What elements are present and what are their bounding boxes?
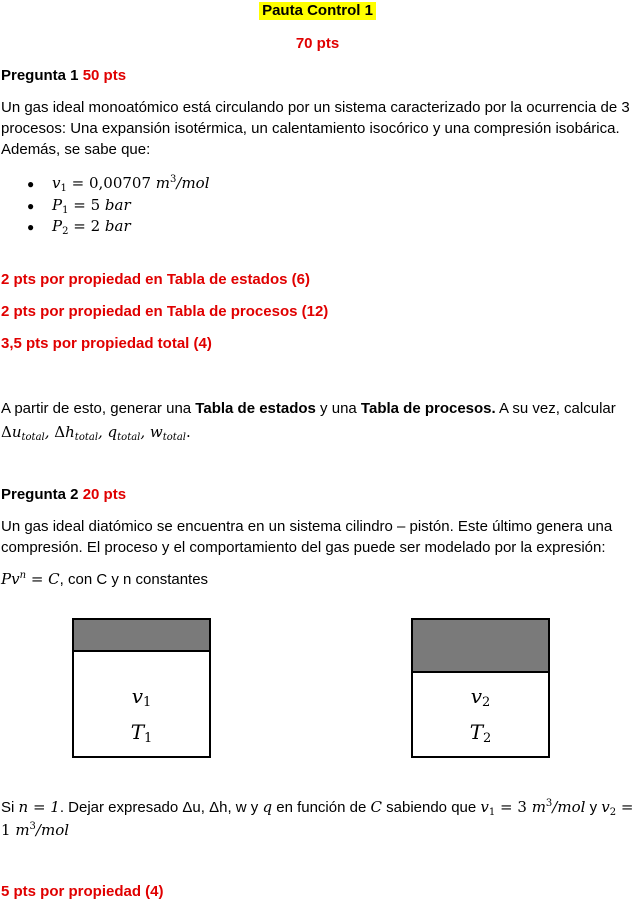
cylinder-temperature-label: $T_1$ xyxy=(130,720,153,746)
q1-statement: Un gas ideal monoatómico está circulando por un sistema caracterizado por la ocurrencia de 3 procesos: Una expansión isotérmica, un calentamiento isocórico y una compresión isobárica. Además, se sabe que: xyxy=(1,99,630,158)
q2-instruction: Si n = 1. Dejar expresado Δu, Δh, w y q en función de C sabiendo que $v_1 = 3$ $m^3$/mol y $v_2$ = xyxy=(1,798,634,818)
cylinder-volume-label: $v_1$ xyxy=(131,684,152,710)
cylinder-temperature-label: $T_2$ xyxy=(469,720,492,746)
cylinder-state-2 xyxy=(411,618,550,758)
q1-rubric-item: 2 pts por propiedad en Tabla de procesos (12) xyxy=(1,303,329,320)
q2-statement: Un gas ideal diatómico se encuentra en un sistema cilindro – pistón. Este último genera una compresión. El proceso y el comportamiento del gas puede ser modelado por la expresión: xyxy=(1,518,613,556)
q1-heading: Pregunta 1 50 pts xyxy=(1,67,127,84)
q1-rubric-item: 3,5 pts por propiedad total (4) xyxy=(1,335,212,352)
q2-heading: Pregunta 2 20 pts xyxy=(1,486,127,503)
cylinder-state-1 xyxy=(72,618,211,758)
piston xyxy=(413,620,548,673)
q1-rubric-item: 2 pts por propiedad en Tabla de estados (6) xyxy=(1,271,310,288)
q1-data-item: ● $P_2 = 2$ bar xyxy=(27,217,131,237)
q2-model-equation: Pv$^n$ = C, con C y n constantes xyxy=(1,570,209,588)
cylinder-volume-label: $v_2$ xyxy=(470,684,491,710)
q1-data-item: ● $P_1 = 5$ bar xyxy=(27,196,131,216)
piston xyxy=(74,620,209,652)
q2-instruction-line2: 1 $m^3$/mol xyxy=(1,821,70,839)
total-points: 70 pts xyxy=(295,35,340,52)
q1-data-item: ● $v_1 = 0,00707$ $m^3$/mol xyxy=(27,174,210,194)
page-title: Pauta Control 1 xyxy=(0,2,635,20)
q2-rubric: 5 pts por propiedad (4) xyxy=(1,883,164,900)
q1-task-quantities: $\Delta u_{total}$, $\Delta h_{total}$, $q_{total}$, $w_{total}$. xyxy=(1,423,191,443)
q1-task: A partir de esto, generar una Tabla de estados y una Tabla de procesos. A su vez, calcular xyxy=(1,400,616,417)
